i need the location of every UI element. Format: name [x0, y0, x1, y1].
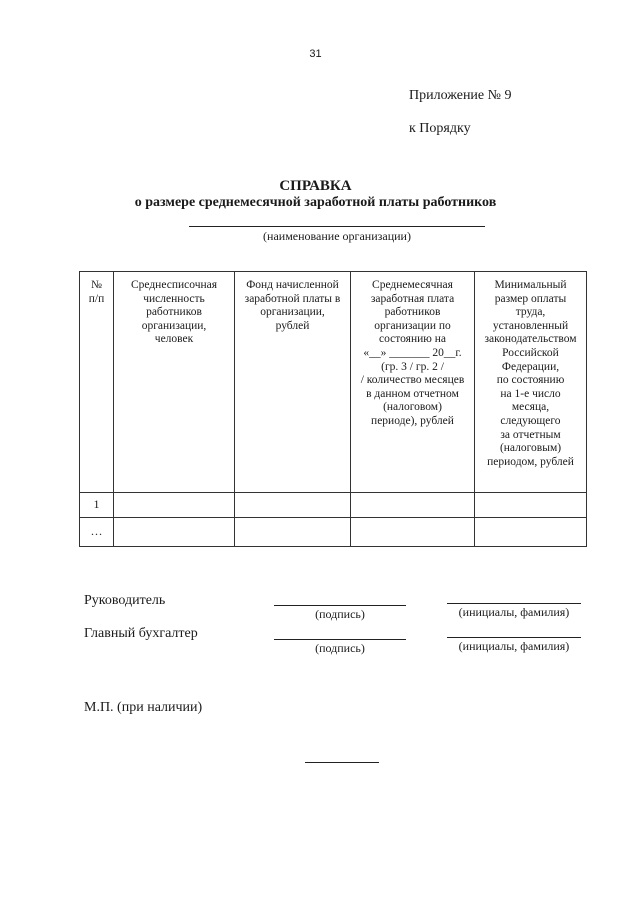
table-header-row: [80, 272, 587, 493]
header-cell-average-salary: [351, 272, 475, 493]
header-text: Среднесписочная численность работников организации, человек: [130, 279, 218, 346]
name-caption: (инициалы, фамилия): [458, 639, 570, 653]
appendix-reference: к Порядку: [409, 121, 471, 136]
header-cell-headcount: [114, 272, 235, 493]
table-cell: …: [80, 518, 114, 547]
name-line: [447, 637, 581, 638]
table-cell: [235, 493, 351, 518]
salary-table: [79, 271, 587, 547]
header-cell-minimum-wage: [475, 272, 587, 493]
document-subtitle: о размере среднемесячной заработной платы работников: [134, 195, 497, 210]
table-cell: [114, 518, 235, 547]
header-text: Среднемесячная заработная плата работников организации по состоянию на «__» _______ 20__г. (гр. 3 / гр. 2 / / количество месяцев в данном отчетном (налоговом) периоде), рублей: [360, 279, 465, 427]
document-title: СПРАВКА: [279, 178, 352, 194]
table-row: [80, 518, 587, 547]
signature-role-director: Руководитель: [84, 593, 166, 608]
signature-caption: (подпись): [315, 641, 365, 655]
appendix-label: Приложение № 9: [409, 88, 512, 103]
table-cell: [235, 518, 351, 547]
signature-role-chief-accountant: Главный бухгалтер: [84, 626, 198, 641]
table-row: [80, 493, 587, 518]
stamp-placeholder: М.П. (при наличии): [84, 700, 203, 715]
header-text: Минимальный размер оплаты труда, установленный законодательством Российской Федерации, по состоянию на 1-е число месяца, следующего за отчетным (налоговым) периодом, рублей: [484, 279, 577, 468]
page-number: 31: [309, 48, 322, 60]
table-cell: 1: [80, 493, 114, 518]
organization-name-line: [189, 226, 485, 227]
table-cell: [475, 493, 587, 518]
name-line: [447, 603, 581, 604]
signature-line: [274, 639, 406, 640]
signature-line: [274, 605, 406, 606]
name-caption: (инициалы, фамилия): [458, 605, 570, 619]
header-cell-number: [80, 272, 114, 493]
table-cell: [475, 518, 587, 547]
table-cell: [351, 493, 475, 518]
organization-caption: (наименование организации): [263, 229, 411, 243]
header-text: Фонд начисленной заработной платы в организации, рублей: [244, 279, 341, 332]
header-text: № п/п: [88, 279, 105, 305]
end-divider: [305, 762, 379, 763]
table-cell: [351, 518, 475, 547]
signature-caption: (подпись): [315, 607, 365, 621]
table-cell: [114, 493, 235, 518]
header-cell-payroll-fund: [235, 272, 351, 493]
